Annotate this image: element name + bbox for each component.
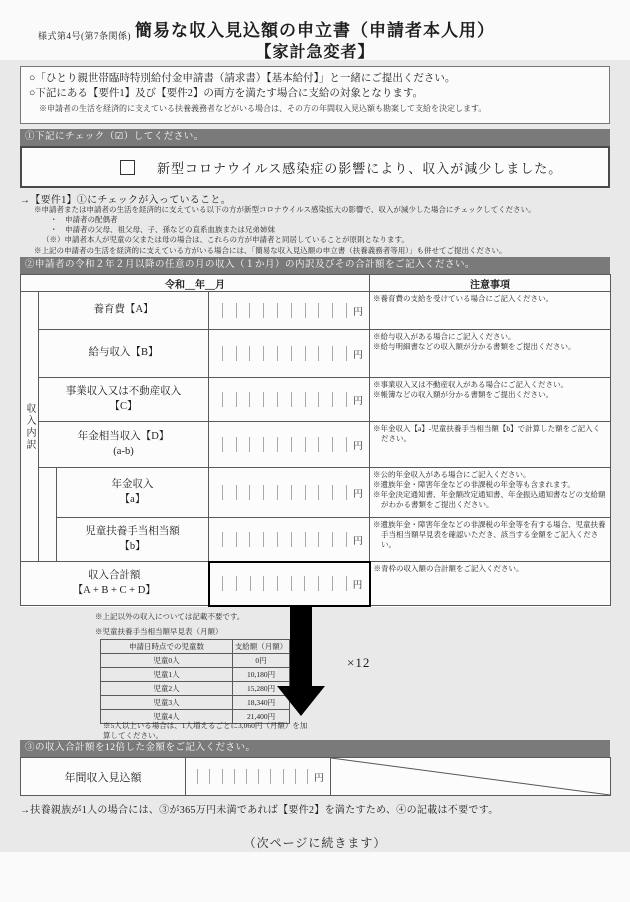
note-line: ※給与収入がある場合にご記入ください。	[373, 332, 516, 341]
amount-digit-cell[interactable]	[223, 346, 237, 361]
row-label-pension-equivalent-D	[39, 422, 209, 468]
row-label-childallowance-b	[57, 518, 209, 562]
amount-digit-cell[interactable]	[259, 769, 271, 784]
amount-digit-cell[interactable]	[264, 485, 278, 500]
continues-next-page: （次ページに続きます）	[243, 836, 387, 850]
quick-table-header: 申請日時点での児童数	[101, 640, 233, 654]
yen-unit: 円	[352, 581, 363, 591]
amount-digit-cell[interactable]	[186, 769, 198, 784]
quick-table-header: 支給額（月額）	[233, 640, 290, 654]
amount-digit-cell[interactable]	[271, 769, 283, 784]
yen-unit: 円	[353, 442, 363, 452]
amount-digit-cell[interactable]	[278, 437, 292, 452]
page-title: 簡易な収入見込額の申立書（申請者本人用）	[135, 21, 495, 40]
sub-row-indent	[39, 468, 57, 562]
amount-digit-cell[interactable]	[237, 437, 251, 452]
amount-digit-cell[interactable]	[264, 576, 278, 591]
note-cell-D	[370, 422, 611, 468]
amount-field-b[interactable]	[209, 518, 370, 562]
amount-digit-cell[interactable]	[278, 532, 292, 547]
amount-digit-cell[interactable]	[264, 303, 278, 318]
yen-unit: 円	[353, 351, 363, 361]
amount-digit-cell[interactable]	[333, 576, 347, 591]
amount-digit-cell[interactable]	[292, 392, 306, 407]
annual-income-table	[20, 757, 611, 796]
amount-digit-cell[interactable]	[333, 437, 347, 452]
amount-digit-cell[interactable]	[333, 303, 347, 318]
note-cell-C	[370, 378, 611, 422]
note-cell-b	[370, 518, 611, 562]
annual-income-field[interactable]	[186, 758, 331, 796]
note-line: ※青枠の収入額の合計額をご記入ください。	[373, 564, 524, 573]
label-line: 年金相当収入【D】	[77, 431, 170, 443]
amount-digit-cell[interactable]	[296, 769, 308, 784]
note-line: ※事業収入又は不動産収入がある場合にご記入ください。	[373, 380, 568, 389]
amount-digit-cell[interactable]	[333, 532, 347, 547]
amount-digit-cell[interactable]	[264, 392, 278, 407]
amount-digit-cell[interactable]	[209, 303, 223, 318]
amount-digit-cell[interactable]	[250, 346, 264, 361]
amount-digit-cell[interactable]	[306, 437, 320, 452]
child-allowance-quick-table	[100, 639, 290, 724]
amount-digit-cell[interactable]	[250, 437, 264, 452]
amount-digit-cell[interactable]	[237, 392, 251, 407]
quick-table-cell: 児童4人	[101, 710, 233, 724]
amount-digit-cell[interactable]	[284, 769, 296, 784]
quick-table-cell: 21,400円	[233, 710, 290, 724]
income-breakdown-table	[20, 274, 611, 607]
note-cell-a	[370, 468, 611, 518]
crossed-out-cell	[331, 758, 611, 796]
quick-table-cell: 児童1人	[101, 668, 233, 682]
amount-digit-cell[interactable]	[237, 485, 251, 500]
amount-digit-cell[interactable]	[264, 532, 278, 547]
amount-digit-cell[interactable]	[223, 532, 237, 547]
section1-banner: ①下記にチェック（☑）してください。	[20, 129, 610, 146]
covid-checkbox-label: 新型コロナウイルス感染症の影響により、収入が減少しました。	[157, 160, 563, 176]
amount-digit-cell[interactable]	[278, 303, 292, 318]
label-line: 児童扶養手当相当額	[85, 526, 180, 538]
covid-checkbox[interactable]	[120, 160, 135, 175]
amount-digit-cell[interactable]	[247, 769, 259, 784]
amount-digit-cell[interactable]	[333, 485, 347, 500]
row-label-childsupport-A: 養育費【A】	[39, 292, 209, 330]
amount-digit-cell[interactable]	[237, 346, 251, 361]
note-cell-B	[370, 330, 611, 378]
quick-table-cell: 児童3人	[101, 696, 233, 710]
note-line: ※給与明細書などの収入額が分かる書類をご提出ください。	[373, 341, 576, 351]
amount-digit-cell[interactable]	[319, 437, 333, 452]
note-line: ※公的年金収入がある場合にご記入ください。	[373, 470, 531, 479]
amount-digit-cell[interactable]	[306, 346, 320, 361]
intro-box	[20, 66, 610, 124]
note-line: ※年金決定通知書、年金額改定通知書、年金振込通知書などの支給額がわかる書類をご提出ください。	[373, 489, 606, 509]
quick-table-cell: 児童2人	[101, 682, 233, 696]
below-table-note-2: ※児童扶養手当相当額早見表（月額）	[95, 627, 223, 636]
quick-table-cell: 18,340円	[233, 696, 290, 710]
amount-digit-cell[interactable]	[251, 576, 265, 591]
amount-digit-cell[interactable]	[264, 437, 278, 452]
amount-digit-cell[interactable]	[278, 346, 292, 361]
section1-note-line: ・ 申請者の父母、祖父母、子、孫などの直系血族または兄弟姉妹	[50, 225, 275, 235]
amount-digit-cell[interactable]	[292, 485, 306, 500]
amount-digit-cell[interactable]	[209, 392, 223, 407]
annual-income-label: 年間収入見込額	[21, 758, 186, 796]
requirement2-text: →扶養親族が1人の場合には、③が365万円未満であれば【要件2】を満たすため、④の記載は不要です。	[20, 805, 499, 816]
amount-digit-cell[interactable]	[292, 303, 306, 318]
note-cell-total	[370, 562, 611, 606]
amount-digit-cell[interactable]	[306, 303, 320, 318]
intro-line-1: ○「ひとり親世帯臨時特別給付金申請書（請求書）【基本給付】」と一緒にご提出ください。	[29, 73, 456, 84]
note-line: ※年金収入【a】-児童扶養手当相当額【b】で計算した額をご記入ください。	[373, 424, 601, 443]
amount-digit-cell[interactable]	[333, 346, 347, 361]
section3-banner: ③の収入合計額を12倍した金額をご記入ください。	[20, 740, 610, 757]
note-line: ※養育費の支給を受けている場合にご記入ください。	[373, 294, 553, 303]
amount-digit-cell[interactable]	[223, 303, 237, 318]
section1-notes	[34, 205, 614, 256]
down-arrow-icon	[277, 686, 325, 716]
amount-digit-cell[interactable]	[264, 346, 278, 361]
intro-line-2: ○下記にある【要件1】及び【要件2】の両方を満たす場合に支給の対象となります。	[29, 88, 424, 100]
section2-banner: ②申請者の令和２年２月以降の任意の月の収入（１か月）の内訳及びその合計額をご記入ください。	[20, 257, 610, 274]
quick-table-cell: 15,280円	[233, 682, 290, 696]
amount-digit-cell[interactable]	[292, 346, 306, 361]
amount-digit-cell[interactable]	[319, 392, 333, 407]
amount-digit-cell[interactable]	[198, 769, 210, 784]
label-line: 【A + B + C + D】	[72, 584, 156, 596]
amount-digit-cell[interactable]	[250, 485, 264, 500]
amount-digit-cell[interactable]	[237, 532, 251, 547]
amount-digit-cell[interactable]	[278, 392, 292, 407]
quick-table-cell: 児童0人	[101, 654, 233, 668]
amount-digit-cell[interactable]	[292, 532, 306, 547]
amount-field-a[interactable]	[209, 468, 370, 518]
amount-digit-cell[interactable]	[250, 532, 264, 547]
yen-unit: 円	[353, 490, 363, 500]
amount-digit-cell[interactable]	[306, 532, 320, 547]
amount-field-A[interactable]	[209, 292, 370, 330]
quick-table-cell: 10,180円	[233, 668, 290, 682]
amount-digit-cell[interactable]	[223, 576, 237, 591]
month-column-header: 令和__年__月	[21, 275, 370, 292]
section1-note-line: （※）申請者本人が児童の父または母の場合は、これらの方が申請者と同居していることが原則となります。	[42, 235, 409, 245]
amount-digit-cell[interactable]	[237, 303, 251, 318]
amount-digit-cell[interactable]	[209, 437, 223, 452]
amount-digit-cell[interactable]	[319, 485, 333, 500]
amount-digit-cell[interactable]	[223, 769, 235, 784]
yen-unit: 円	[353, 536, 363, 547]
amount-digit-cell[interactable]	[319, 576, 333, 591]
amount-digit-cell[interactable]	[306, 392, 320, 407]
section1-note-line: ※上記の申請者の生活を経済的に支えている方がいる場合には、「簡易な収入見込額の申立書（扶養義務者等用）」も併せてご提出ください。	[34, 245, 507, 255]
amount-digit-cell[interactable]	[250, 303, 264, 318]
amount-digit-cell[interactable]	[333, 392, 347, 407]
quick-table-footnote: ※5人以上いる場合は、1人増えるごとに3,060円（月額）を加算してください。	[103, 721, 308, 741]
total-row-label	[21, 562, 209, 606]
income-group-label: 収入内訳	[21, 292, 39, 562]
label-line: 年金収入	[111, 479, 154, 491]
amount-digit-cell[interactable]	[306, 485, 320, 500]
covid-checkbox-row	[20, 146, 610, 188]
down-arrow-icon	[290, 606, 312, 686]
amount-digit-cell[interactable]	[237, 576, 251, 591]
quick-table-cell: 0円	[233, 654, 290, 668]
intro-note: ※申請者の生活を経済的に支えている扶養義務者などがいる場合は、その方の年間収入見込額も勘案して支給を決定します。	[39, 104, 487, 114]
label-line: 【C】	[109, 400, 138, 412]
amount-digit-cell[interactable]	[209, 346, 223, 361]
label-line: 収入合計額	[88, 570, 141, 582]
amount-digit-cell[interactable]	[278, 485, 292, 500]
amount-field-total[interactable]	[209, 562, 370, 606]
section1-note-line: ※申請者または申請者の生活を経済的に支えている以下の方が新型コロナウイルス感染拡大の影響で、収入が減少した場合にチェックしてください。	[34, 205, 536, 214]
requirement1-text: →【要件1】①にチェックが入っていること。	[20, 195, 231, 206]
diagonal-line	[331, 758, 610, 795]
notes-column-header: 注意事項	[370, 275, 611, 292]
yen-unit: 円	[314, 774, 324, 784]
note-line: ※遺族年金・障害年金などの非課税の年金等を有する場合、児童扶養手当相当額早見表を確認いただき、該当する金額をご記入ください。	[373, 520, 606, 549]
amount-digit-cell[interactable]	[223, 485, 237, 500]
yen-unit: 円	[353, 308, 363, 318]
amount-digit-cell[interactable]	[235, 769, 247, 784]
yen-unit: 円	[353, 397, 363, 407]
amount-digit-cell[interactable]	[319, 303, 333, 318]
amount-digit-cell[interactable]	[210, 769, 222, 784]
label-line: (a-b)	[113, 445, 134, 457]
amount-digit-cell[interactable]	[305, 576, 319, 591]
amount-digit-cell[interactable]	[319, 532, 333, 547]
row-label-business-C	[39, 378, 209, 422]
amount-digit-cell[interactable]	[209, 532, 223, 547]
amount-digit-cell[interactable]	[292, 437, 306, 452]
label-line: 【b】	[119, 540, 146, 552]
amount-digit-cell[interactable]	[209, 485, 223, 500]
page-subtitle: 【家計急変者】	[255, 44, 375, 61]
amount-digit-cell[interactable]	[223, 392, 237, 407]
amount-digit-cell[interactable]	[250, 392, 264, 407]
form-number: 様式第4号(第7条関係)	[38, 31, 131, 41]
note-line: ※遺族年金・障害年金などの非課税の年金等も含まれます。	[373, 479, 575, 489]
section1-note-line: ・ 申請者の配偶者	[50, 215, 118, 225]
label-line: 【a】	[119, 493, 146, 505]
amount-digit-cell[interactable]	[278, 576, 292, 591]
below-table-note-1: ※上記以外の収入については記載不要です。	[95, 612, 245, 621]
amount-digit-cell[interactable]	[319, 346, 333, 361]
row-label-salary-B: 給与収入【B】	[39, 330, 209, 378]
amount-field-B[interactable]	[209, 330, 370, 378]
note-line: ※帳簿などの収入額が分かる書類をご提出ください。	[373, 389, 553, 399]
multiplier-label: ×12	[347, 655, 371, 670]
amount-digit-cell[interactable]	[223, 437, 237, 452]
amount-digit-cell[interactable]	[210, 576, 224, 591]
row-label-pension-a	[57, 468, 209, 518]
amount-field-C[interactable]	[209, 378, 370, 422]
amount-field-D[interactable]	[209, 422, 370, 468]
amount-digit-cell[interactable]	[292, 576, 306, 591]
label-line: 事業収入又は不動産収入	[65, 386, 182, 398]
note-cell-A	[370, 292, 611, 330]
